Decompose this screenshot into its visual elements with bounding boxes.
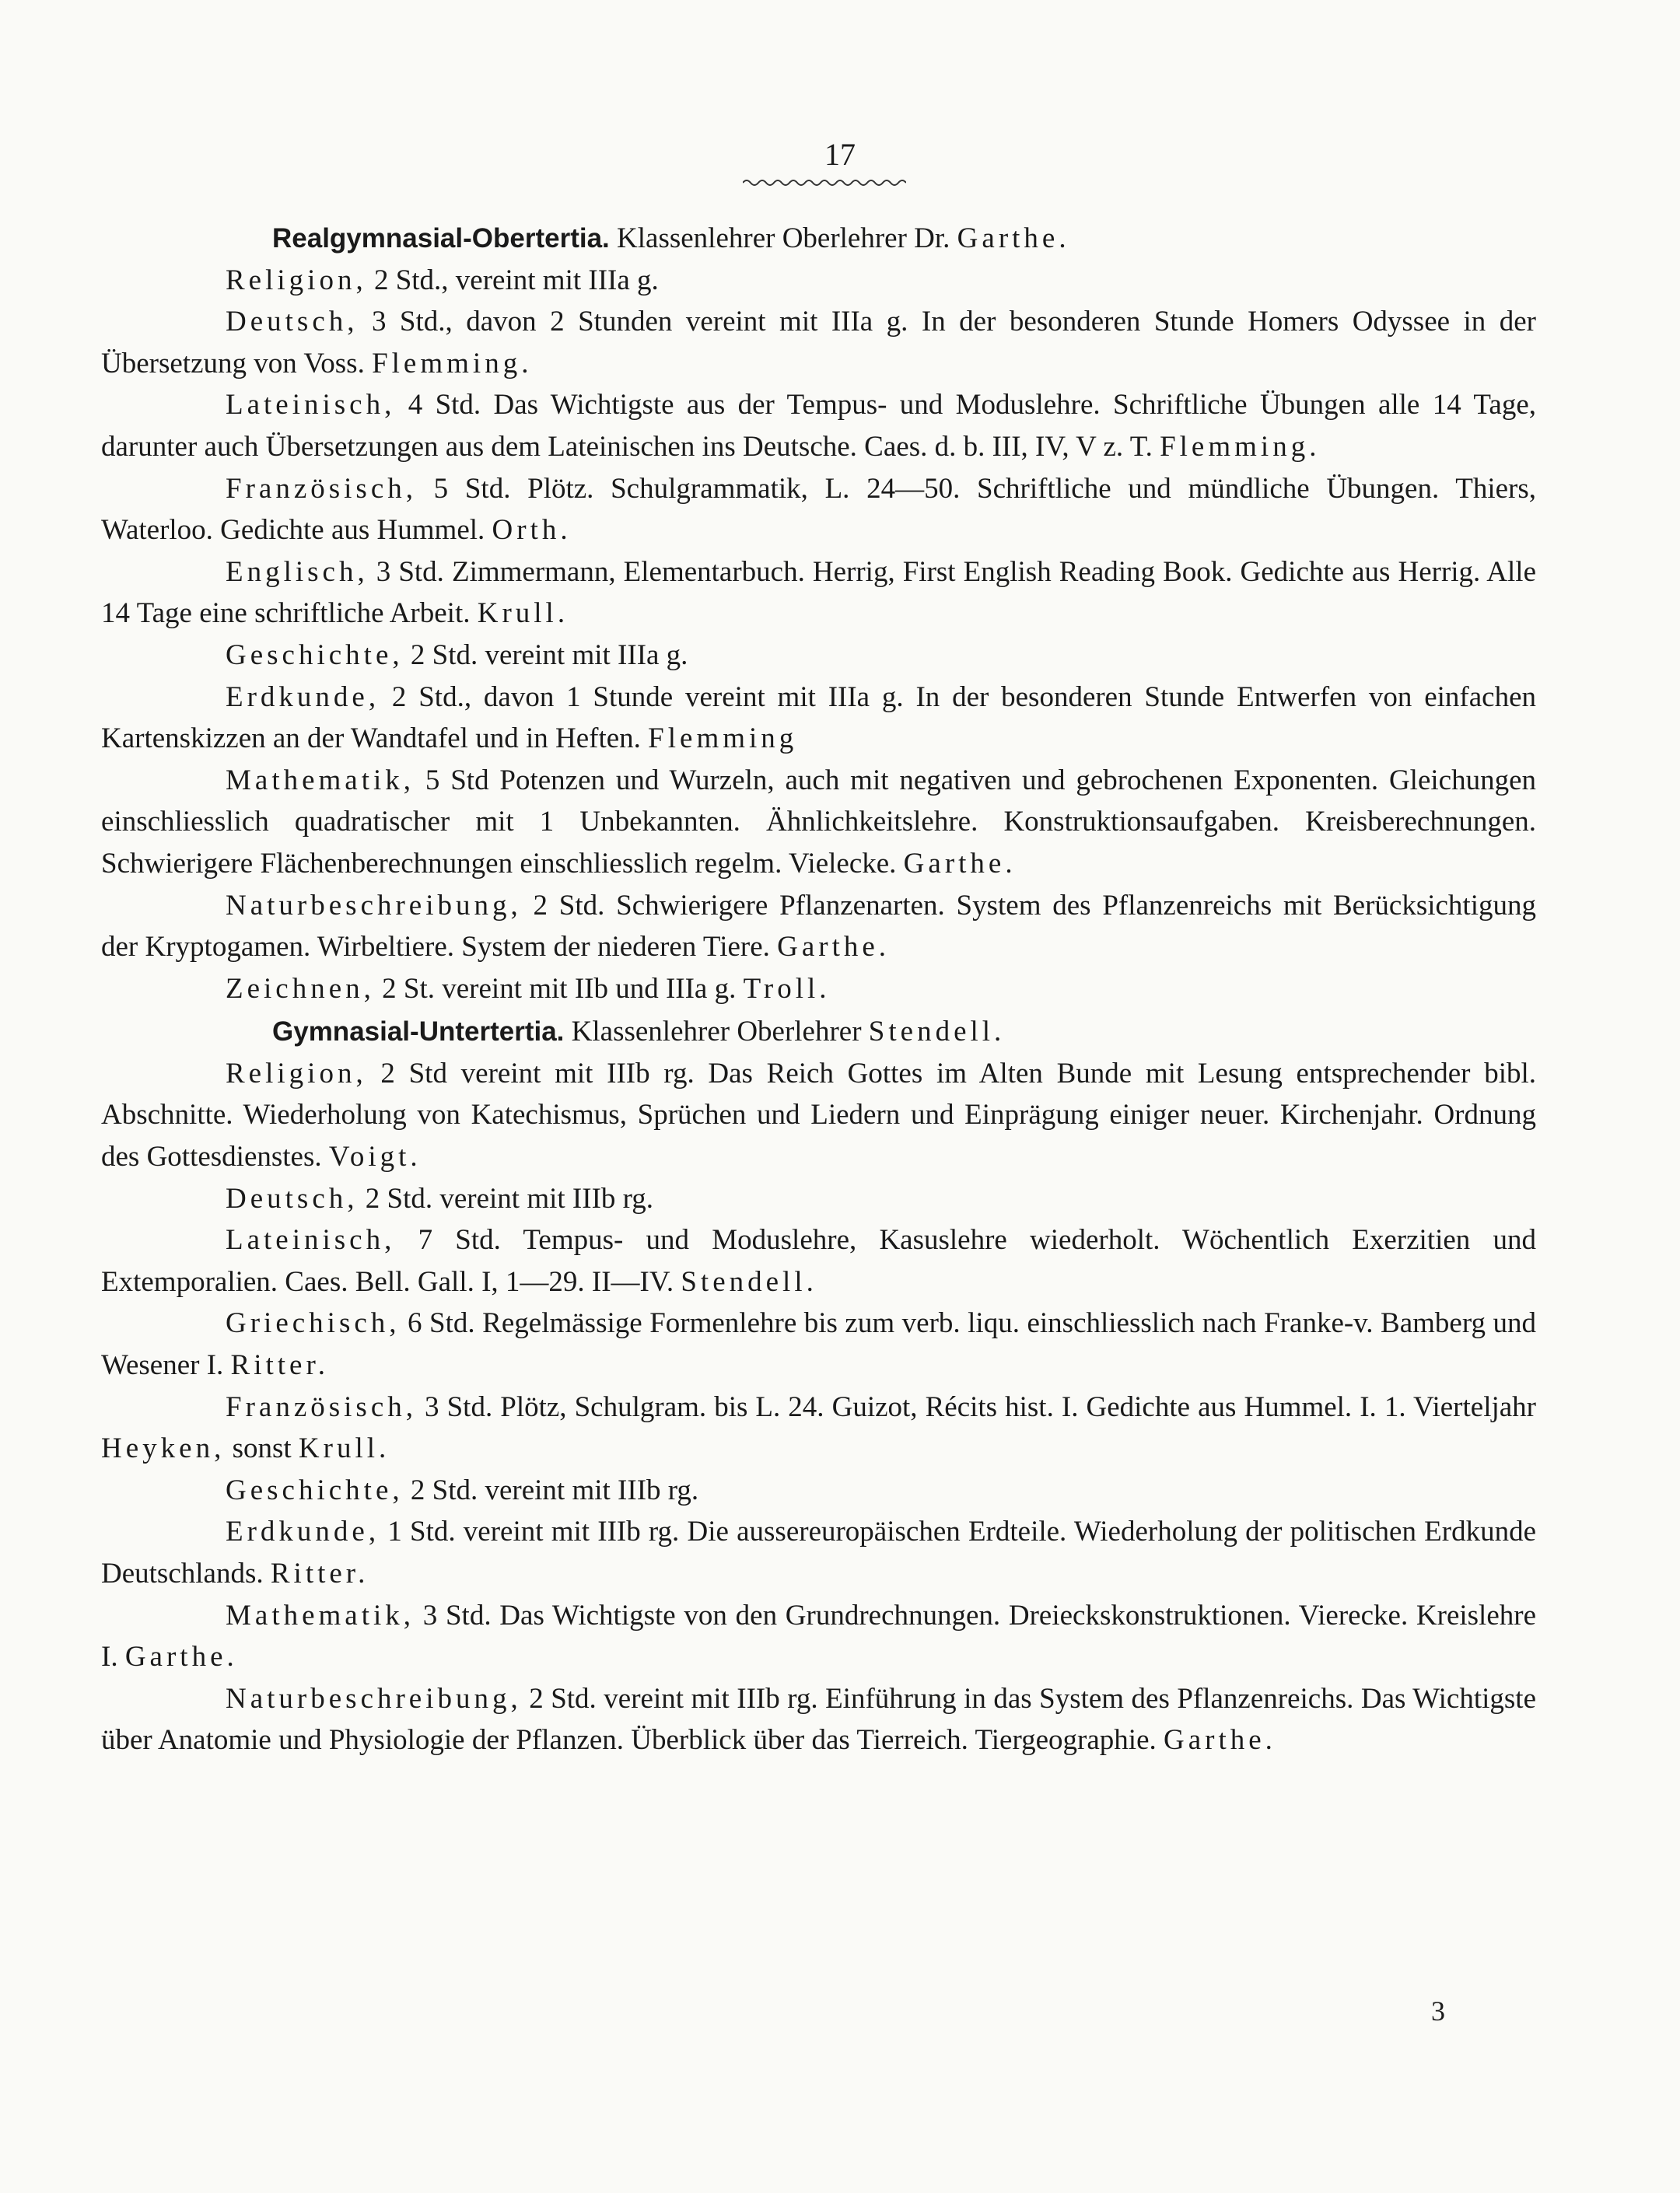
sections-0-subjects-1-teacher: Flemming.	[372, 347, 533, 379]
sections-1-heading: Gymnasial-Untertertia.	[272, 1016, 565, 1048]
sections-0-subjects-5-name: Geschichte,	[226, 638, 404, 671]
sections-1-class_teacher_name: Stendell.	[868, 1016, 1006, 1048]
subject-zeichnen	[101, 968, 1536, 1010]
subject-englisch	[101, 551, 1536, 635]
subject-geschichte	[101, 1470, 1536, 1512]
sections-0-subjects-1-name: Deutsch,	[226, 306, 359, 338]
subject-geschichte	[101, 635, 1536, 677]
subject-franzoesisch	[101, 1387, 1536, 1470]
sections-1-subjects-4-teacher2: Krull.	[298, 1432, 390, 1465]
sections-0-subjects-2-text: 4 Std. Das Wichtigste aus der Tempus- und Moduslehre. Schriftliche Übungen alle 14 Tage, darunter auch Übersetzungen aus dem Lateinischen ins Deutsche. Caes. d. b. III, IV, V z. T.	[101, 389, 1537, 463]
sections-0-subjects-8-text: 2 Std. Schwierigere Pflanzenarten. System des Pflanzenreichs mit Berücksichtigung der Kryptogamen. Wirbeltiere. System der niederen Tiere.	[101, 889, 1536, 964]
sections-1-subjects-4-teacher: Heyken,	[101, 1432, 226, 1465]
sections-0-subjects-8-teacher: Garthe.	[777, 931, 891, 964]
sections-1-subjects-0-teacher: Voigt.	[328, 1141, 422, 1173]
sections-1-subjects-8-teacher: Garthe.	[1164, 1724, 1276, 1757]
sections-0-subjects-2-teacher: Flemming.	[1160, 430, 1321, 463]
sections-1-subjects-5-text: 2 Std. vereint mit IIIb rg.	[410, 1474, 699, 1506]
subject-naturbeschreibung	[101, 1678, 1536, 1761]
subject-griechisch	[101, 1303, 1536, 1386]
subject-franzoesisch	[101, 468, 1536, 551]
subject-deutsch	[101, 1178, 1536, 1220]
subject-deutsch	[101, 301, 1536, 384]
sections-1-subjects-6-name: Erdkunde,	[226, 1516, 380, 1548]
sections-1-subjects-1-name: Deutsch,	[226, 1182, 359, 1215]
sections-1-subjects-6-teacher: Ritter.	[270, 1558, 369, 1590]
sections-1-subjects-4-text: 3 Std. Plötz, Schulgram. bis L. 24. Guizot, Récits hist. I. Gedichte aus Hummel. I. 1. Vierteljahr	[425, 1390, 1536, 1423]
sections-1-subjects-7-text: 3 Std. Das Wichtigste von den Grundrechnungen. Dreieckskonstruktionen. Vierecke. Kreislehre I.	[101, 1599, 1536, 1674]
sections-0-subjects-9-name: Zeichnen,	[226, 972, 375, 1005]
sections-1-subjects-2-name: Lateinisch,	[226, 1224, 396, 1257]
subject-religion	[101, 260, 1536, 302]
sections-0-subjects-6-name: Erdkunde,	[226, 680, 380, 713]
sections-1-subjects-7-teacher: Garthe.	[124, 1641, 238, 1674]
subject-erdkunde	[101, 677, 1536, 760]
sections-0-subjects-8-name: Naturbeschreibung,	[226, 889, 522, 922]
sections-0-subjects-7-teacher: Garthe.	[903, 847, 1017, 880]
subject-mathematik	[101, 760, 1536, 885]
subject-naturbeschreibung	[101, 885, 1536, 968]
sections-1-subjects-6-text: 1 Std. vereint mit IIIb rg. Die aussereuropäischen Erdteile. Wiederholung der politischen Erdkunde Deutschlands.	[101, 1516, 1537, 1590]
page-number-top: 17	[824, 137, 856, 172]
sections-0-subjects-9-text: 2 St. vereint mit IIb und IIIa g.	[382, 972, 737, 1005]
sections-1-subjects-3-name: Griechisch,	[226, 1307, 401, 1340]
sections-0-subjects-0-name: Religion,	[226, 264, 367, 296]
sections-0-class_teacher_name: Garthe.	[957, 222, 1070, 254]
section-heading-gymnasial	[101, 1011, 1536, 1053]
sections-1-subjects-8-text: 2 Std. vereint mit IIIb rg. Einführung in das System des Pflanzenreichs. Das Wichtigste über Anatomie und Physiologie der Pflanzen. Überblick über das Tierreich. Tiergeographie.	[101, 1682, 1536, 1757]
subject-mathematik	[101, 1595, 1536, 1678]
page-body	[101, 218, 1536, 1761]
sections-0-subjects-4-text: 3 Std. Zimmermann, Elementarbuch. Herrig, First English Reading Book. Gedichte aus Herrig. Alle 14 Tage eine schriftliche Arbeit.	[101, 555, 1536, 630]
sections-1-subjects-1-text: 2 Std. vereint mit IIIb rg.	[365, 1182, 654, 1215]
sections-1-subjects-3-teacher: Ritter.	[230, 1349, 330, 1382]
sections-0-heading: Realgymnasial-Obertertia.	[272, 223, 610, 254]
sections-0-subjects-3-text: 5 Std. Plötz. Schulgrammatik, L. 24—50. Schriftliche und mündliche Übungen. Thiers, Waterloo. Gedichte aus Hummel.	[101, 472, 1536, 547]
sections-1-subjects-5-name: Geschichte,	[226, 1474, 404, 1506]
sections-0-subjects-6-text: 2 Std., davon 1 Stunde vereint mit IIIa g. In der besonderen Stunde Entwerfen von einfachen Kartenskizzen an der Wandtafel und in Heften.	[101, 680, 1536, 755]
sections-0-subjects-5-text: 2 Std. vereint mit IIIa g.	[410, 638, 688, 671]
sections-0-subjects-4-name: Englisch,	[226, 555, 369, 588]
sections-1-subjects-7-name: Mathematik,	[226, 1599, 415, 1632]
wavy-rule-ornament	[743, 177, 906, 188]
subject-lateinisch	[101, 384, 1536, 467]
sections-1-subjects-4-text2: sonst	[232, 1432, 292, 1465]
sections-1-subjects-4-name: Französisch,	[226, 1390, 417, 1423]
sections-1-subjects-0-text: 2 Std vereint mit IIIb rg. Das Reich Gottes im Alten Bunde mit Lesung entsprechender bibl. Abschnitte. Wiederholung von Katechismus, Sprüchen und Liedern und Einprägung einiger neuer. Kirchenjahr. Ordnung des Gottesdienstes.	[101, 1057, 1536, 1173]
section-heading-realgymnasial	[101, 218, 1536, 260]
sections-0-subjects-7-text: 5 Std Potenzen und Wurzeln, auch mit negativen und gebrochenen Exponenten. Gleichungen einschliesslich quadratischer mit 1 Unbekannten. Ähnlichkeitslehre. Konstruktionsaufgaben. Kreisberechnungen. Schwierigere Flächenberechnungen einschliesslich regelm. Vielecke.	[101, 764, 1537, 880]
sections-0-subjects-4-teacher: Krull.	[477, 597, 569, 630]
sections-0-subjects-0-text: 2 Std., vereint mit IIIa g.	[373, 264, 659, 296]
sections-0-subjects-1-text: 3 Std., davon 2 Stunden vereint mit IIIa g. In der besonderen Stunde Homers Odyssee in der Übersetzung von Voss.	[101, 306, 1537, 379]
sections-0-subjects-3-teacher: Orth.	[492, 514, 572, 547]
sections-0-subjects-9-teacher: Troll.	[743, 972, 831, 1005]
sections-0-class_teacher_label: Klassenlehrer Oberlehrer Dr.	[617, 222, 950, 254]
sections-1-subjects-3-text: 6 Std. Regelmässige Formenlehre bis zum verb. liqu. einschliesslich nach Franke-v. Bamberg und Wesener I.	[101, 1307, 1537, 1382]
sections-1-subjects-0-name: Religion,	[226, 1057, 367, 1090]
sections-0-subjects-6-teacher: Flemming	[648, 722, 798, 755]
sections-1-subjects-8-name: Naturbeschreibung,	[226, 1682, 522, 1715]
subject-lateinisch	[101, 1219, 1536, 1303]
sections-1-subjects-2-teacher: Stendell.	[681, 1265, 817, 1298]
sections-0-subjects-3-name: Französisch,	[226, 472, 417, 505]
subject-erdkunde	[101, 1511, 1536, 1594]
sections-0-subjects-7-name: Mathematik,	[226, 764, 415, 796]
page-number-bottom: 3	[1431, 1995, 1445, 2027]
subject-religion	[101, 1053, 1536, 1178]
sections-1-subjects-2-text: 7 Std. Tempus- und Moduslehre, Kasuslehre wiederholt. Wöchentlich Exerzitien und Extemporalien. Caes. Bell. Gall. I, 1—29. II—IV.	[101, 1224, 1537, 1298]
sections-0-subjects-2-name: Lateinisch,	[226, 389, 396, 421]
sections-1-class_teacher_label: Klassenlehrer Oberlehrer	[571, 1016, 862, 1048]
